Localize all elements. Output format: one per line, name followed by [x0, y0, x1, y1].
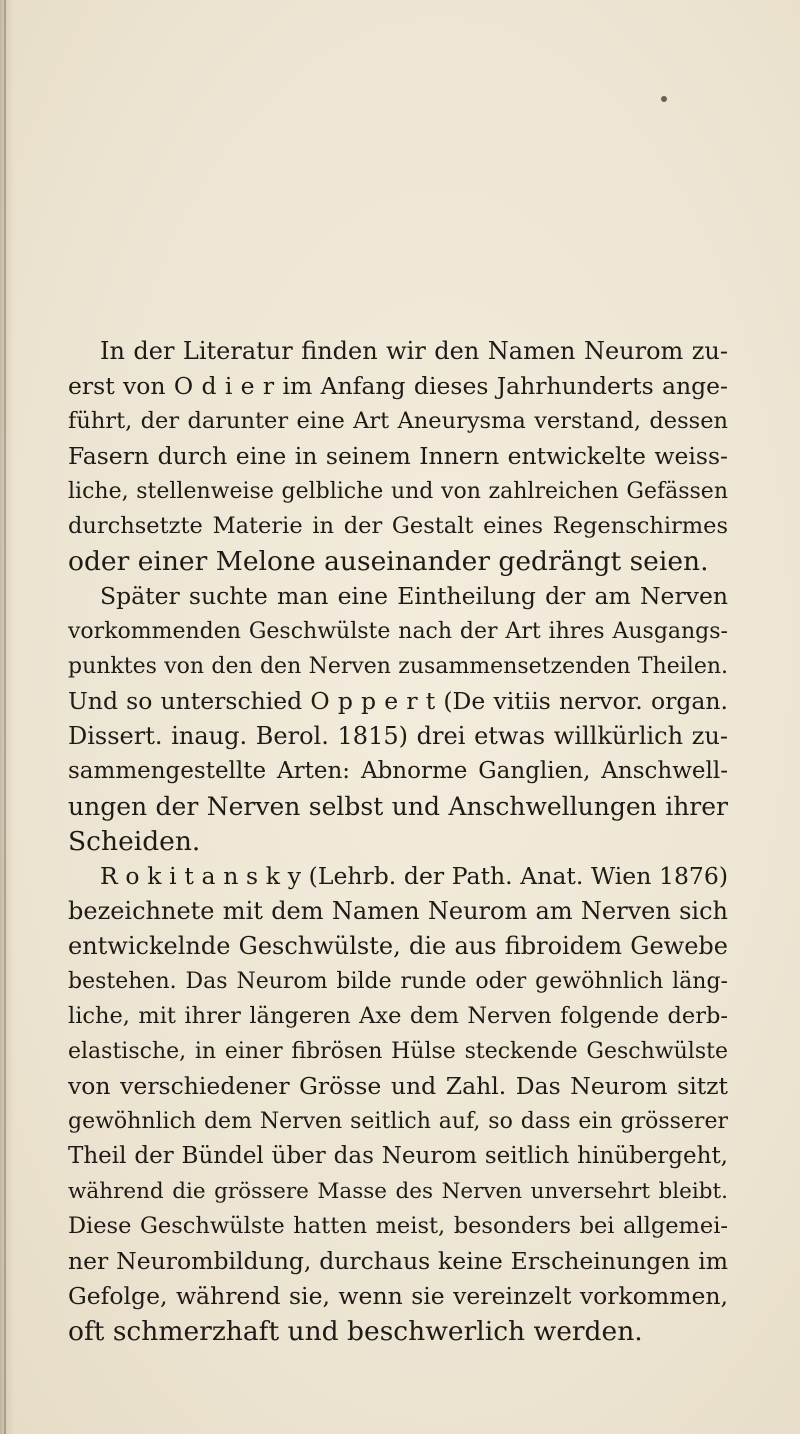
text-line: Und so unterschied O p p e r t (De vitiis nervor. organ.	[68, 687, 728, 715]
text-line: bezeichnete mit dem Namen Neurom am Nerven sich	[68, 897, 728, 925]
text-line: liche, stellenweise gelbliche und von zahlreichen Gefässen	[68, 479, 728, 504]
text-line: bestehen. Das Neurom bilde runde oder gewöhnlich läng-	[68, 969, 728, 994]
text-line: oder einer Melone auseinander gedrängt seien.	[68, 546, 709, 577]
text-line: entwickelnde Geschwülste, die aus fibroidem Gewebe	[68, 932, 728, 960]
text-line: oft schmerzhaft und beschwerlich werden.	[68, 1316, 643, 1347]
text-line: gewöhnlich dem Nerven seitlich auf, so dass ein grösserer	[68, 1109, 728, 1134]
text-line: Scheiden.	[68, 826, 201, 857]
text-line: punktes von den den Nerven zusammensetzenden Theilen.	[68, 654, 728, 679]
text-line: liche, mit ihrer längeren Axe dem Nerven folgende derb-	[68, 1003, 728, 1029]
text-line: vorkommenden Geschwülste nach der Art ihres Ausgangs-	[68, 619, 728, 644]
text-line: führt, der darunter eine Art Aneurysma verstand, dessen	[68, 408, 728, 434]
text-line: Diese Geschwülste hatten meist, besonders bei allgemei-	[68, 1213, 728, 1239]
body-text	[68, 334, 728, 1349]
text-line: durchsetzte Materie in der Gestalt eines Regenschirmes	[68, 513, 728, 539]
text-line: ungen der Nerven selbst und Anschwellungen ihrer	[68, 792, 728, 821]
text-line: In der Literatur finden wir den Namen Neurom zu-	[100, 337, 728, 365]
text-line: R o k i t a n s k y (Lehrb. der Path. Anat. Wien 1876)	[100, 862, 728, 890]
text-line: während die grössere Masse des Nerven unversehrt bleibt.	[68, 1179, 728, 1204]
page-binding-edge	[4, 0, 6, 1434]
ink-speck	[661, 96, 667, 102]
text-line: Fasern durch eine in seinem Innern entwickelte weiss-	[68, 442, 728, 470]
text-line: Dissert. inaug. Berol. 1815) drei etwas willkürlich zu-	[68, 722, 728, 750]
paragraph-1	[68, 334, 728, 579]
text-line: von verschiedener Grösse und Zahl. Das Neurom sitzt	[68, 1072, 728, 1100]
text-line: Theil der Bündel über das Neurom seitlich hinübergeht,	[68, 1143, 728, 1169]
paragraph-3	[68, 859, 728, 1349]
text-line: Später suchte man eine Eintheilung der am Nerven	[100, 582, 728, 610]
text-line: elastische, in einer fibrösen Hülse steckende Geschwülste	[68, 1039, 728, 1064]
paragraph-2	[68, 579, 728, 859]
text-line: ner Neurombildung, durchaus keine Erscheinungen im	[68, 1247, 728, 1275]
text-line: Gefolge, während sie, wenn sie vereinzelt vorkommen,	[68, 1282, 728, 1310]
text-line: erst von O d i e r im Anfang dieses Jahrhunderts ange-	[68, 372, 728, 400]
text-line: sammengestellte Arten: Abnorme Ganglien, Anschwell-	[68, 758, 728, 784]
